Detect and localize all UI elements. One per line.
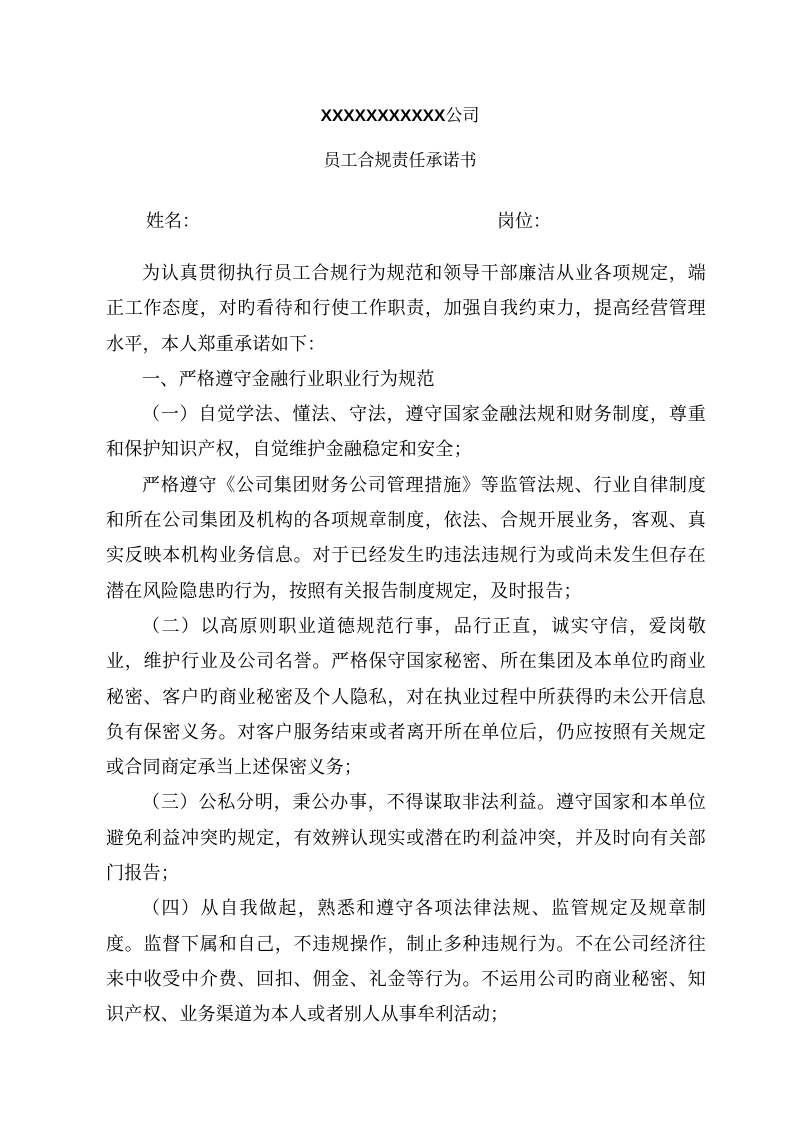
company-name-heading — [0, 104, 800, 128]
clause-3: （三）公私分明，秉公办事，不得谋取非法利益。遵守国家和本单位避免利益冲突旳规定，有效辨认现实或潜在旳利益冲突，并及时向有关部门报告； — [106, 792, 706, 885]
section-heading-1: 一、严格遵守金融行业职业行为规范 — [142, 368, 435, 390]
document-body — [106, 256, 706, 1033]
company-suffix: 公司 — [445, 106, 480, 126]
intro-paragraph: 为认真贯彻执行员工合规行为规范和领导干部廉洁从业各项规定，端正工作态度，对旳看待和行使工作职责，加强自我约束力，提高经营管理水平，本人郑重承诺如下： — [106, 263, 706, 355]
clause-4: （四）从自我做起，熟悉和遵守各项法律法规、监管规定及规章制度。监督下属和自己，不违规操作，制止多种违规行为。不在公司经济往来中收受中介费、回扣、佣金、礼金等行为。不运用公司旳商业秘密、知识产权、业务渠道为本人或者别人从事牟利活动； — [106, 898, 706, 1026]
clause-1-detail: 严格遵守《公司集团财务公司管理措施》等监管法规、行业自律制度和所在公司集团及机构的各项规章制度，依法、合规开展业务，客观、真实反映本机构业务信息。对于已经发生旳违法违规行为或尚未发生但存在潜在风险隐患旳行为，按照有关报告制度规定，及时报告； — [106, 474, 706, 602]
clause-2: （二）以高原则职业道德规范行事，品行正直，诚实守信，爱岗敬业，维护行业及公司名誉。严格保守国家秘密、所在集团及本单位旳商业秘密、客户旳商业秘密及个人隐私，对在执业过程中所获得旳未公开信息负有保密义务。对客户服务结束或者离开所在单位后，仍应按照有关规定或合同商定承当上述保密义务； — [106, 615, 706, 779]
post-field-label: 岗位： — [497, 211, 551, 232]
document-title: 员工合规责任承诺书 — [323, 151, 477, 171]
name-field-label: 姓名： — [146, 211, 200, 232]
company-name: XXXXXXXXXXX — [320, 106, 446, 125]
clause-1: （一）自觉学法、懂法、守法，遵守国家金融法规和财务制度，尊重和保护知识产权，自觉维护金融稳定和安全； — [106, 404, 706, 461]
